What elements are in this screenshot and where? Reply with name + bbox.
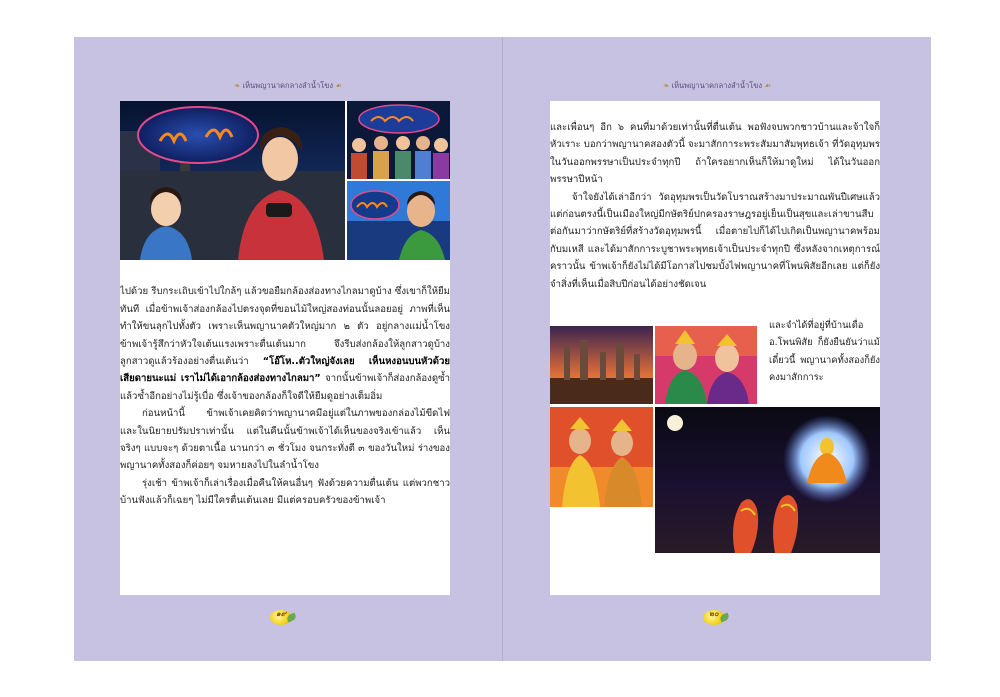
right-content [550, 101, 880, 595]
page-number-left-text: ๑๙ [276, 609, 287, 618]
paragraph-6: และจำได้ที่อยู่ที่บ้านเดื่อ อ.โพนพิสัย ก็ยังยืนยันว่าแม้เดี๋ยวนี้ พญานาคทั้งสองก็ยังคงมาสักการะ [769, 320, 880, 384]
right-body-text [550, 119, 880, 293]
illustration-buddha-nagas [655, 407, 880, 553]
book-spread [74, 37, 931, 661]
image-caption: พูดออกมาตลอดเวลาว่า พญานาคๆ ตัวใหญ่จังเลย ข้าพเจ้าก็พลอยตื่นเต้น [120, 269, 416, 280]
paragraph-2: ก่อนหน้านี้ ข้าพเจ้าเคยคิดว่าพญานาคมีอยู่แต่ในภาพของกล่องไม้ขีดไฟ และในนิยายปรัมปราเท่านั้น แต่ในคืนนั้นข้าพเจ้าได้เห็นของจริงเข้าแล้ว เห็นจริงๆ แบบจะๆ ด้วยตาเนื้อ นานกว่า ๓ ชั่วโมง จนกระทั่งตี ๓ ของวันใหม่ ร่างของพญานาคทั้งสองก็ค่อยๆ จมหายลงไปในลำน้ำโขง [120, 408, 450, 472]
ornament-right-icon: ☙ [764, 81, 772, 90]
running-head-title: เห็นพญานาคกลางลำน้ำโขง [671, 81, 763, 90]
left-body-text [120, 266, 450, 510]
ornament-left-icon: ❧ [233, 81, 241, 90]
illustration-villagers-watching [347, 101, 450, 179]
right-page [503, 37, 931, 661]
page-number-left [270, 608, 302, 626]
running-head-title: เห็นพญานาคกลางลำน้ำโขง [242, 81, 334, 90]
illustration-ancient-ruins [550, 326, 653, 404]
illustration-man-binoculars [347, 181, 450, 260]
illustration-mother-child-naga [120, 101, 345, 260]
left-page [74, 37, 502, 661]
paragraph-4: และเพื่อนๆ อีก ๖ คนที่มาด้วยเท่านั้นที่ตื่นเต้น พอฟังจบพวกชาวบ้านและจ้าใจก็หัวเราะ บอกว่าพญานาคสองตัวนี้ จะมาสักการะพระสัมมาสัมพุทธเจ้า ที่วัดอุทุมพร ในวันออกพรรษาเป็นประจำทุกปี ถ้าใครอยากเห็นก็ให้มาดูใหม่ ได้ในวันออกพรรษาปีหน้า [550, 122, 880, 186]
page-number-right-text: ๒๐ [709, 609, 719, 618]
page-number-right [703, 608, 735, 626]
paragraph-5: จ้าใจยังได้เล่าอีกว่า วัดอุทุมพรเป็นวัดโบราณสร้างมาประมาณพันปีเศษแล้ว แต่ก่อนตรงนี้เป็นเมืองใหญ่มีกษัตริย์ปกครองราษฎรอยู่เย็นเป็นสุขและเล่าขานสืบต่อกันมาว่ากษัตริย์ที่สร้างวัดอุทุมพรนี้ เมื่อตายไปก็ได้ไปเกิดเป็นพญานาคพร้อมกับมเหสี และได้มาสักการะบูชาพระพุทธเจ้าเป็นประจำทุกปี ซึ่งหลังจากเหตุการณ์คราวนั้น ข้าพเจ้าก็ยังไม่ได้มีโอกาสไปชมบั้งไฟพญานาคที่โพนพิสัยอีกเลย แต่ก็ยังจำสิ่งที่เห็นเมื่อสิบปีก่อนได้อย่างชัดเจน [550, 191, 880, 290]
running-head-left [74, 80, 502, 92]
paragraph-1-quote: “โอ๊โห..ตัวใหญ่จังเลย เห็นหงอนบนหัวด้วย เสียดายนะแม่ เราไม่ได้เอากล้องส่องทางไกลมา” [120, 356, 450, 385]
caption-line [120, 266, 450, 283]
paragraph-1-text-after: จากนั้นข้าพเจ้าก็ส่องกล้องดูซ้ำแล้วซ้ำอีกอย่างไม่รู้เบื่อ ซึ่งเจ้าของกล้องก็ใจดีให้ยืมดูอย่างเต็มอิ่ม [120, 373, 450, 402]
paragraph-1-text-before: ไปด้วย รีบกระเถิบเข้าไปใกล้ๆ แล้วขอยืมกล้องส่องทางไกลมาดูบ้าง ซึ่งเขาก็ให้ยืมทันที เมื่อข้าพเจ้าส่องกล้องไปตรงจุดที่ขอนไม้ใหญ่สองท่อนนั้นลอยอยู่ ภาพที่เห็นทำให้ขนลุกไปทั้งตัว เพราะเห็นพญานาคตัวใหญ่มาก ๒ ตัว อยู่กลางแม่น้ำโขง ข้าพเจ้ารู้สึกว่าหัวใจเต้นแรงเพราะตื่นเต้นมาก จึงรีบส่งกล้องให้ลูกสาวดูบ้าง ลูกสาวดูแล้วร้องอย่างตื่นเต้นว่า [120, 286, 450, 368]
paragraph-1 [120, 283, 450, 405]
ornament-left-icon: ❧ [662, 81, 670, 90]
right-side-text [769, 317, 880, 387]
ornament-right-icon: ☙ [335, 81, 343, 90]
running-head-right [503, 80, 931, 92]
illustration-king-queen [655, 326, 757, 404]
left-content [120, 101, 450, 595]
paragraph-3: รุ่งเช้า ข้าพเจ้าก็เล่าเรื่องเมื่อคืนให้คนอื่นๆ ฟังด้วยความตื่นเต้น แต่พวกชาวบ้านฟังแล้วก็เฉยๆ ไม่มีใครตื่นเต้นเลย มีแต่ครอบครัวของข้าพเจ้า [120, 477, 450, 507]
illustration-worshippers [550, 407, 653, 507]
